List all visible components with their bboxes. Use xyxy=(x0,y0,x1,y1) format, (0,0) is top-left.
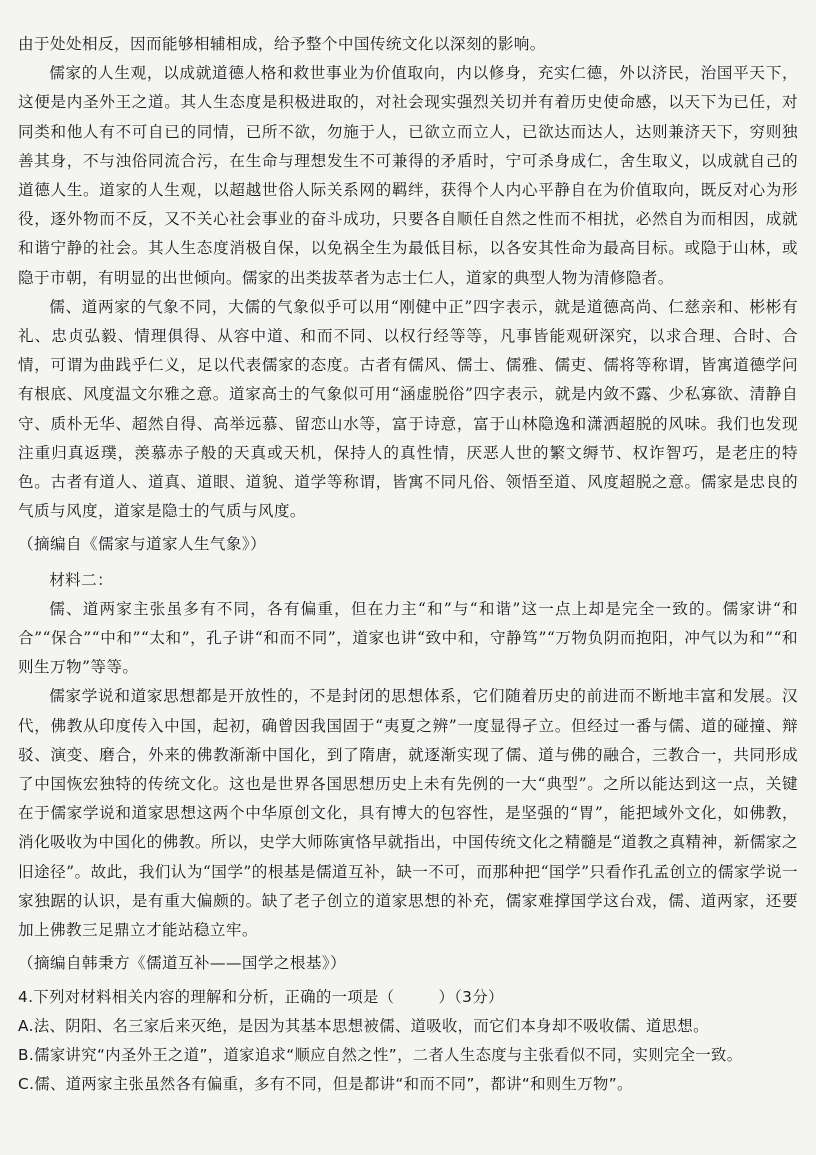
material-2-label: 材料二： xyxy=(49,570,114,589)
paragraph-openness: 儒家学说和道家思想都是开放性的，不是封闭的思想体系，它们随着历史的前进而不断地丰富和发展。汉代，佛教从印度传入中国，起初，确曾因我国固于“夷夏之辨”一度显得孑立。但经过一番与儒、道的碰撞、辩驳、演变、磨合，外来的佛教渐渐中国化，到了隋唐，就逐渐实现了儒、道与佛的融合，三教合一，共同形成了中国恢宏独特的传统文化。这也是世界各国思想历史上未有先例的一大“典型”。之所以能达到这一点，关键在于儒家学说和道家思想这两个中华原创文化，具有博大的包容性，是坚强的“胃”，能把域外文化，如佛教，消化吸收为中国化的佛教。所以，史学大师陈寅恪早就指出，中国传统文化之精髓是“道教之真精神，新儒家之旧途径”。故此，我们认为“国学”的根基是儒道互补，缺一不可，而那种把“国学”只看作孔孟创立的儒家学说一家独踞的认识，是有重大偏颇的。缺了老子创立的道家思想的补充，儒家难撑国学这台戏，儒、道两家，还要加上佛教三足鼎立才能站稳立牢。 xyxy=(18,687,798,940)
option-a: A.法、阴阳、名三家后来灭绝，是因为其基本思想被儒、道吸收，而它们本身却不吸收儒、道思想。 xyxy=(18,1016,709,1035)
question-stem-suffix: ）（3分） xyxy=(438,987,504,1006)
source-citation-2: （摘编自韩秉方《儒道互补——国学之根基》） xyxy=(18,954,347,973)
paragraph-continuation: 由于处处相反，因而能够相辅相成，给予整个中国传统文化以深刻的影响。 xyxy=(18,35,546,53)
question-4-stem xyxy=(18,983,798,1012)
question-stem-prefix: 4.下列对材料相关内容的理解和分析，正确的一项是（ xyxy=(18,987,395,1006)
option-b: B.儒家讲究“内圣外王之道”，道家追求“顺应自然之性”，二者人生态度与主张看似不同，实则完全一致。 xyxy=(18,1045,743,1064)
document-page xyxy=(18,30,798,1099)
paragraph-temperament: 儒、道两家的气象不同，大儒的气象似乎可以用“刚健中正”四字表示，就是道德高尚、仁慈亲和、彬彬有礼、忠贞弘毅、情理俱得、从容中道、和而不同、以权行经等等，凡事皆能观研深究，以求合理、合时、合情，可谓为曲践乎仁义，足以代表儒家的态度。古者有儒风、儒士、儒雅、儒吏、儒将等称谓，皆寓道德学问有根底、风度温文尔雅之意。道家高士的气象似可用“涵虚脱俗”四字表示，就是内敛不露、少私寡欲、清静自守、质朴无华、超然自得、高举远慕、留恋山水等，富于诗意，富于山林隐逸和潇洒超脱的风味。我们也发现注重归真返璞，羡慕赤子般的天真或天机，保持人的真性情，厌恶人世的繁文缛节、权诈智巧，是老庄的特色。古者有道人、道真、道眼、道貌、道学等称谓，皆寓不同凡俗、领悟至道、风度超脱之意。儒家是忠良的气质与风度，道家是隐士的气质与风度。 xyxy=(18,297,798,521)
option-c: C.儒、道两家主张虽然各有偏重，多有不同，但是都讲“和而不同”，都讲“和则生万物”。 xyxy=(18,1074,633,1093)
paragraph-harmony: 儒、道两家主张虽多有不同，各有偏重，但在力主“和”与“和谐”这一点上却是完全一致的。儒家讲“和合”“保合”“中和”“太和”，孔子讲“和而不同”，道家也讲“致中和，守静笃”“万物负阴而抱阳，冲气以为和”“和则生万物”等等。 xyxy=(18,599,798,677)
paragraph-life-view: 儒家的人生观，以成就道德人格和救世事业为价值取向，内以修身，充实仁德，外以济民，治国平天下，这便是内圣外王之道。其人生态度是积极进取的，对社会现实强烈关切并有着历史使命感，以天下为已任，对同类和他人有不可自已的同情，已所不欲，勿施于人，已欲立而立人，已欲达而达人，达则兼济天下，穷则独善其身，不与浊俗同流合污，在生命与理想发生不可兼得的矛盾时，宁可杀身成仁，舍生取义，以成就自己的道德人生。道家的人生观，以超越世俗人际关系网的羁绊，获得个人内心平静自在为价值取向，既反对心为形役，逐外物而不反，又不关心社会事业的奋斗成功，只要各自顺任自然之性而不相扰，必然自为而相因，成就和谐宁静的社会。其人生态度消极自保，以免祸全生为最低目标，以各安其性命为最高目标。或隐于山林，或隐于市朝，有明显的出世倾向。儒家的出类拔萃者为志士仁人，道家的典型人物为清修隐者。 xyxy=(18,64,798,287)
source-citation-1: （摘编自《儒家与道家人生气象》） xyxy=(18,535,267,554)
